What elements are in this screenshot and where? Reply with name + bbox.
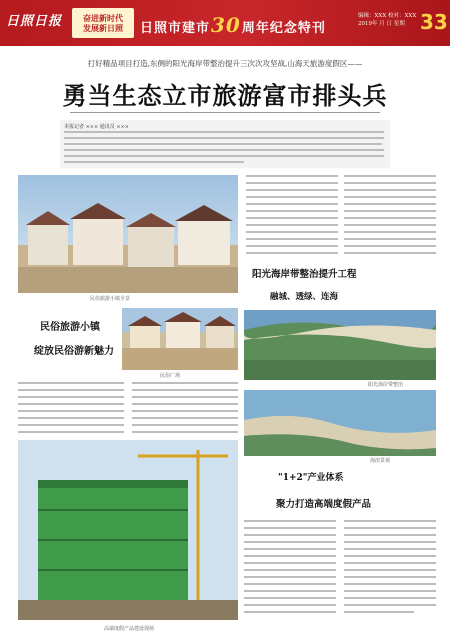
- page-meta: [358, 12, 418, 28]
- section-title-coast: 阳光海岸带整治提升工程: [252, 269, 357, 280]
- section-sub-coast: 融城、透绿、连海: [270, 292, 339, 302]
- section-sub-industry: 聚力打造高端度假产品: [276, 499, 372, 510]
- special-title-number: 30: [211, 13, 241, 37]
- section-title-industry: "1+2"产业体系: [278, 473, 344, 483]
- text-line: [64, 161, 244, 163]
- special-issue-title: [140, 13, 326, 37]
- slogan-line-1: 奋进新时代: [83, 13, 123, 23]
- plaza-illustration: [122, 308, 238, 370]
- caption-beach: 阳光海岸带整治: [368, 382, 404, 388]
- caption-plaza: 民俗广场: [160, 373, 181, 379]
- divider: [70, 112, 380, 113]
- photo-construction: [18, 440, 238, 620]
- special-title-post: 周年纪念特刊: [241, 21, 326, 36]
- text-line: [64, 143, 382, 145]
- caption-coastline: 海滨景观: [370, 458, 391, 464]
- coastline-illustration: [244, 390, 436, 456]
- page-headline: 勇当生态立市旅游富市排头兵: [62, 82, 388, 110]
- caption-construction: 高端度假产品建设现场: [104, 626, 155, 632]
- photo-folk-town: [18, 175, 238, 293]
- special-title-pre: 日照市建市: [140, 21, 211, 36]
- anniversary-slogan-badge: [72, 8, 134, 38]
- deck-line: 打好精品项目打造,东侧的阳光海岸带整治提升三次次攻坚战,山海天旅游度假区——: [87, 59, 363, 68]
- construction-illustration: [18, 440, 238, 620]
- editor-info: 编辑：XXX 校对：XXX: [358, 13, 417, 19]
- issue-date: 2019年 月 日 星期: [358, 21, 405, 27]
- photo-folk-plaza: [122, 308, 238, 370]
- byline: 本报记者 ××× 通讯员 ×××: [64, 124, 129, 130]
- photo-coastline: [244, 390, 436, 456]
- text-line: [64, 149, 384, 151]
- caption-folk-town: 民俗旅游小镇全景: [90, 296, 131, 302]
- text-line: [64, 131, 384, 133]
- slogan-line-2: 发展新日照: [83, 23, 123, 33]
- section-title-folk-town: 民俗旅游小镇: [40, 322, 100, 333]
- photo-beach-coast: [244, 310, 436, 380]
- beach-illustration: [244, 310, 436, 380]
- text-line: [64, 155, 384, 157]
- folk-town-illustration: [18, 175, 238, 293]
- page-number: 33: [420, 10, 448, 34]
- text-line: [64, 137, 384, 139]
- newspaper-logo: 日照日报: [6, 14, 63, 29]
- section-sub-folk-town: 绽放民俗游新魅力: [34, 346, 114, 357]
